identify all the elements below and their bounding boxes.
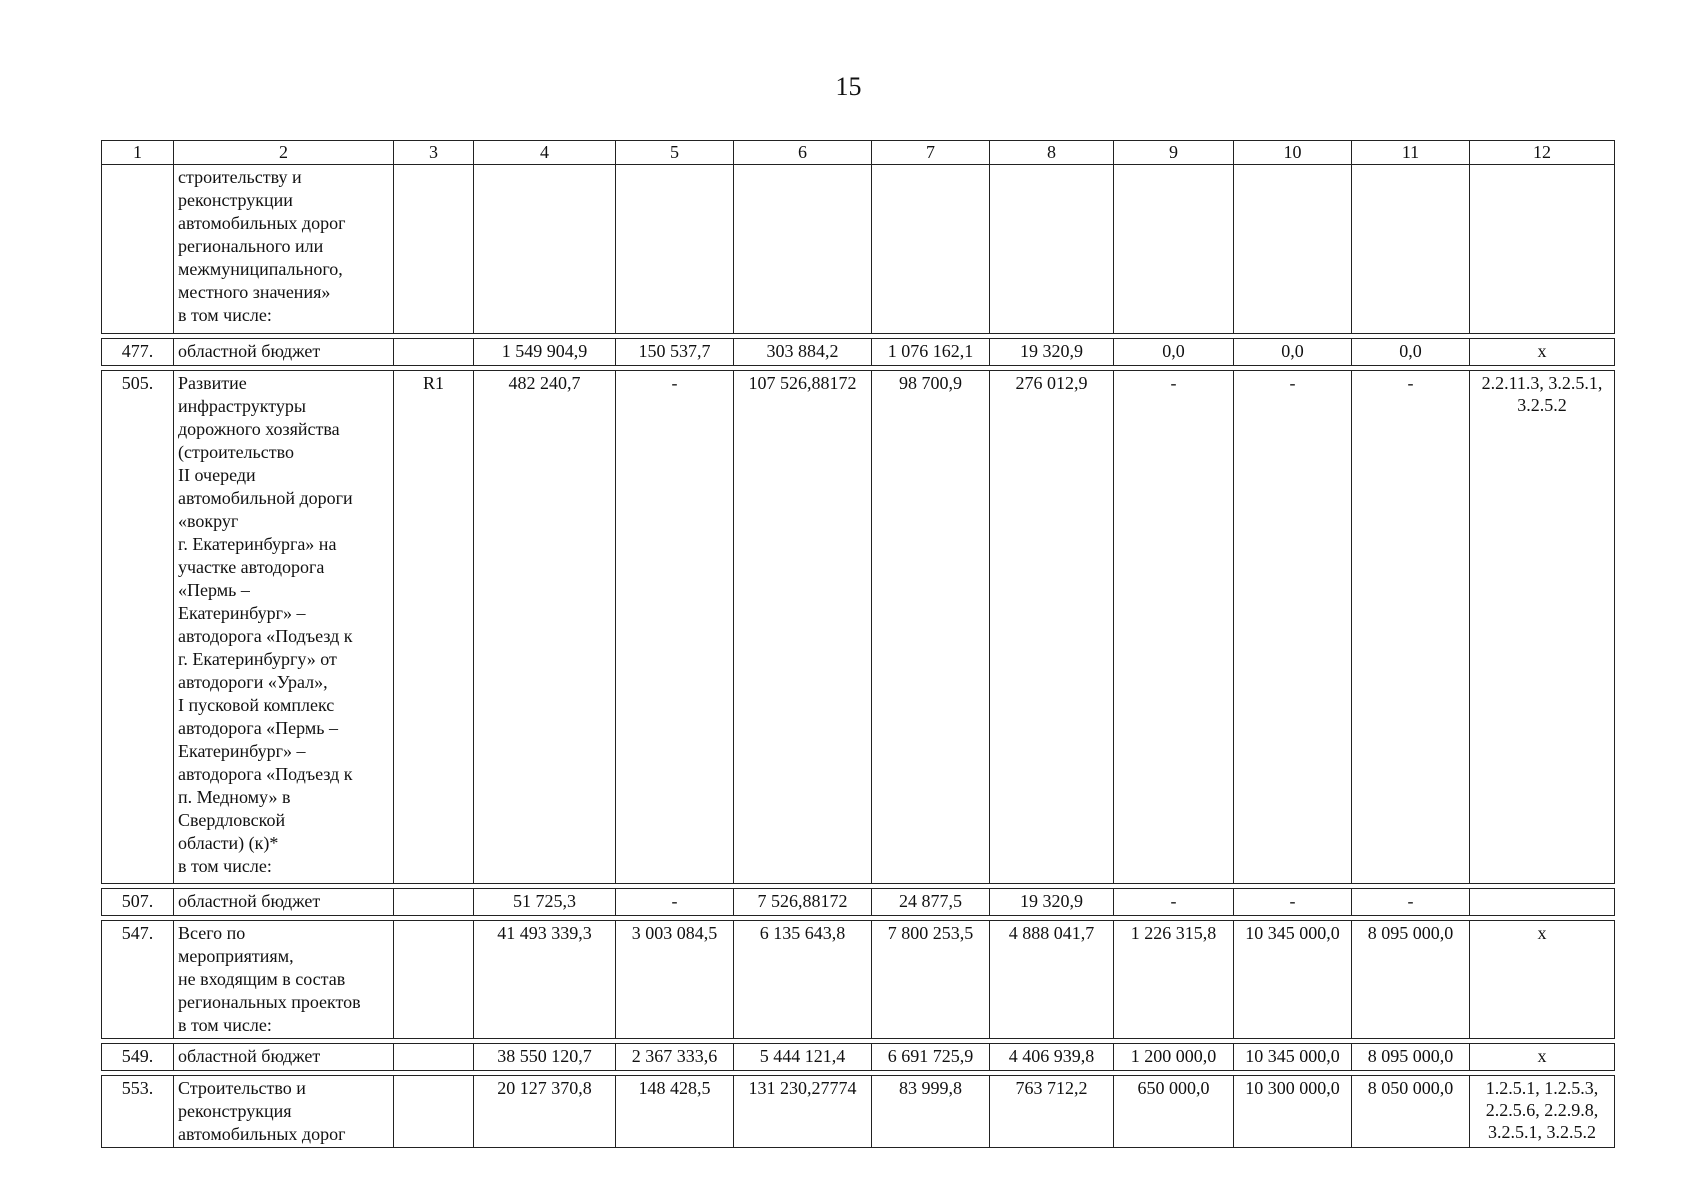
col10-value: 10 300 000,0 bbox=[1234, 1076, 1352, 1148]
column-header: 12 bbox=[1470, 141, 1615, 165]
row-code: R1 bbox=[394, 371, 474, 884]
col10-value: 0,0 bbox=[1234, 339, 1352, 366]
column-header: 4 bbox=[474, 141, 616, 165]
col8-value bbox=[990, 165, 1114, 334]
row-description: областной бюджет bbox=[174, 339, 394, 366]
row-description: строительству и реконструкции автомобильных дорог регионального или межмуниципального, местного значения» в том числе: bbox=[174, 165, 394, 334]
col10-value bbox=[1234, 165, 1352, 334]
table-row bbox=[102, 371, 1615, 884]
table-header-row bbox=[102, 141, 1615, 165]
col7-value: 98 700,9 bbox=[872, 371, 990, 884]
col4-value: 20 127 370,8 bbox=[474, 1076, 616, 1148]
row-number bbox=[102, 165, 174, 334]
column-header: 8 bbox=[990, 141, 1114, 165]
col5-value bbox=[616, 165, 734, 334]
row-description: Всего по мероприятиям, не входящим в состав региональных проектов в том числе: bbox=[174, 921, 394, 1039]
col10-value: - bbox=[1234, 371, 1352, 884]
col9-value bbox=[1114, 165, 1234, 334]
row-number: 553. bbox=[102, 1076, 174, 1148]
row-number: 507. bbox=[102, 889, 174, 916]
row-reference bbox=[1470, 889, 1615, 916]
col11-value bbox=[1352, 165, 1470, 334]
col8-value: 276 012,9 bbox=[990, 371, 1114, 884]
row-reference: x bbox=[1470, 921, 1615, 1039]
row-reference: 2.2.11.3, 3.2.5.1, 3.2.5.2 bbox=[1470, 371, 1615, 884]
row-description: Развитие инфраструктуры дорожного хозяйства (строительство II очереди автомобильной дороги «вокруг г. Екатеринбурга» на участке автодорога «Пермь – Екатеринбург» – автодорога «Подъезд к г. Екатеринбургу» от автодороги «Урал», I пусковой комплекс автодорога «Пермь – Екатеринбург» – автодорога «Подъезд к п. Медному» в Свердловской области) (к)* в том числе: bbox=[174, 371, 394, 884]
col7-value bbox=[872, 165, 990, 334]
col4-value: 41 493 339,3 bbox=[474, 921, 616, 1039]
col8-value: 19 320,9 bbox=[990, 339, 1114, 366]
col9-value: 0,0 bbox=[1114, 339, 1234, 366]
budget-table bbox=[101, 140, 1615, 1148]
row-code bbox=[394, 889, 474, 916]
column-header: 7 bbox=[872, 141, 990, 165]
column-header: 9 bbox=[1114, 141, 1234, 165]
col6-value: 5 444 121,4 bbox=[734, 1044, 872, 1071]
col4-value: 482 240,7 bbox=[474, 371, 616, 884]
col8-value: 19 320,9 bbox=[990, 889, 1114, 916]
col8-value: 4 888 041,7 bbox=[990, 921, 1114, 1039]
row-description: областной бюджет bbox=[174, 889, 394, 916]
col6-value: 6 135 643,8 bbox=[734, 921, 872, 1039]
row-code bbox=[394, 165, 474, 334]
row-number: 549. bbox=[102, 1044, 174, 1071]
col5-value: 2 367 333,6 bbox=[616, 1044, 734, 1071]
row-description: Строительство и реконструкция автомобильных дорог bbox=[174, 1076, 394, 1148]
row-code bbox=[394, 339, 474, 366]
row-number: 505. bbox=[102, 371, 174, 884]
col9-value: - bbox=[1114, 371, 1234, 884]
row-number: 547. bbox=[102, 921, 174, 1039]
col11-value: 0,0 bbox=[1352, 339, 1470, 366]
row-reference: 1.2.5.1, 1.2.5.3, 2.2.5.6, 2.2.9.8, 3.2.5.1, 3.2.5.2 bbox=[1470, 1076, 1615, 1148]
col11-value: 8 095 000,0 bbox=[1352, 1044, 1470, 1071]
col10-value: 10 345 000,0 bbox=[1234, 1044, 1352, 1071]
col11-value: - bbox=[1352, 889, 1470, 916]
col9-value: 1 200 000,0 bbox=[1114, 1044, 1234, 1071]
col9-value: - bbox=[1114, 889, 1234, 916]
col4-value: 51 725,3 bbox=[474, 889, 616, 916]
column-header: 10 bbox=[1234, 141, 1352, 165]
col7-value: 6 691 725,9 bbox=[872, 1044, 990, 1071]
table-row bbox=[102, 165, 1615, 334]
col4-value: 38 550 120,7 bbox=[474, 1044, 616, 1071]
row-code bbox=[394, 1044, 474, 1071]
col7-value: 1 076 162,1 bbox=[872, 339, 990, 366]
col6-value: 131 230,27774 bbox=[734, 1076, 872, 1148]
row-number: 477. bbox=[102, 339, 174, 366]
col10-value: - bbox=[1234, 889, 1352, 916]
row-reference: x bbox=[1470, 339, 1615, 366]
table-row bbox=[102, 1044, 1615, 1071]
page-number: 15 bbox=[835, 72, 862, 101]
col11-value: 8 050 000,0 bbox=[1352, 1076, 1470, 1148]
row-description: областной бюджет bbox=[174, 1044, 394, 1071]
row-reference bbox=[1470, 165, 1615, 334]
col11-value: 8 095 000,0 bbox=[1352, 921, 1470, 1039]
col9-value: 1 226 315,8 bbox=[1114, 921, 1234, 1039]
column-header: 11 bbox=[1352, 141, 1470, 165]
row-code bbox=[394, 1076, 474, 1148]
col7-value: 7 800 253,5 bbox=[872, 921, 990, 1039]
column-header: 5 bbox=[616, 141, 734, 165]
column-header: 3 bbox=[394, 141, 474, 165]
col4-value: 1 549 904,9 bbox=[474, 339, 616, 366]
row-code bbox=[394, 921, 474, 1039]
col5-value: - bbox=[616, 889, 734, 916]
table-row bbox=[102, 921, 1615, 1039]
col5-value: 148 428,5 bbox=[616, 1076, 734, 1148]
col5-value: 3 003 084,5 bbox=[616, 921, 734, 1039]
table-row bbox=[102, 889, 1615, 916]
col10-value: 10 345 000,0 bbox=[1234, 921, 1352, 1039]
col6-value bbox=[734, 165, 872, 334]
table-row bbox=[102, 1076, 1615, 1148]
col6-value: 303 884,2 bbox=[734, 339, 872, 366]
column-header: 6 bbox=[734, 141, 872, 165]
col5-value: 150 537,7 bbox=[616, 339, 734, 366]
col11-value: - bbox=[1352, 371, 1470, 884]
col8-value: 763 712,2 bbox=[990, 1076, 1114, 1148]
table-row bbox=[102, 339, 1615, 366]
col6-value: 7 526,88172 bbox=[734, 889, 872, 916]
col9-value: 650 000,0 bbox=[1114, 1076, 1234, 1148]
column-header: 2 bbox=[174, 141, 394, 165]
col6-value: 107 526,88172 bbox=[734, 371, 872, 884]
col8-value: 4 406 939,8 bbox=[990, 1044, 1114, 1071]
row-reference: x bbox=[1470, 1044, 1615, 1071]
col7-value: 83 999,8 bbox=[872, 1076, 990, 1148]
column-header: 1 bbox=[102, 141, 174, 165]
col5-value: - bbox=[616, 371, 734, 884]
col7-value: 24 877,5 bbox=[872, 889, 990, 916]
col4-value bbox=[474, 165, 616, 334]
